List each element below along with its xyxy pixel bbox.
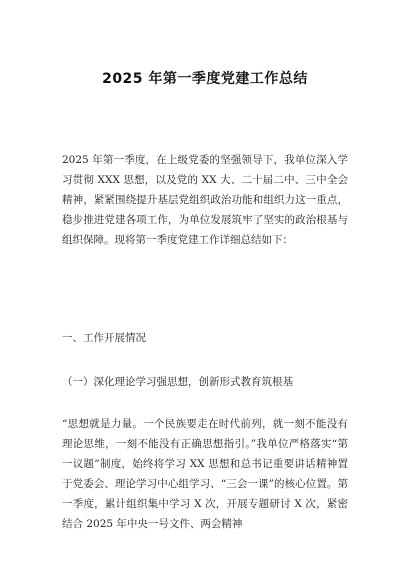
intro-paragraph: 2025 年第一季度，在上级党委的坚强领导下，我单位深入学习贯彻 XXX 思想，以及党的 XX 大、二十届二中、三中全会精神，紧紧围绕提升基层党组织政治功能和组织力这一重点，稳步推进党建各项工作，为单位发展筑牢了坚实的政治根基与组织保障。现将第一季度党建工作详细总结如下： xyxy=(62,154,348,246)
body-paragraph-block xyxy=(62,414,348,534)
subsection-heading: （一）深化理论学习强思想，创新形式教育筑根基 xyxy=(62,376,293,388)
intro-paragraph-block xyxy=(62,150,348,250)
body-paragraph: “思想就是力量。一个民族要走在时代前列，就一刻不能没有理论思维，一刻不能没有正确思想指引。”我单位严格落实“第一议题”制度，始终将学习 XX 思想和总书记重要讲话精神置于党委会、理论学习中心组学习、“三会一课”的核心位置。第一季度，累计组织集中学习 X 次，开展专题研讨 X 次，紧密结合 2025 年中央一号文件、两会精神 xyxy=(62,418,348,530)
subsection-heading-block xyxy=(62,372,348,392)
section-heading: 一、工作开展情况 xyxy=(62,332,146,344)
section-heading-block xyxy=(62,328,348,348)
document-title: 2025 年第一季度党建工作总结 xyxy=(102,71,308,87)
